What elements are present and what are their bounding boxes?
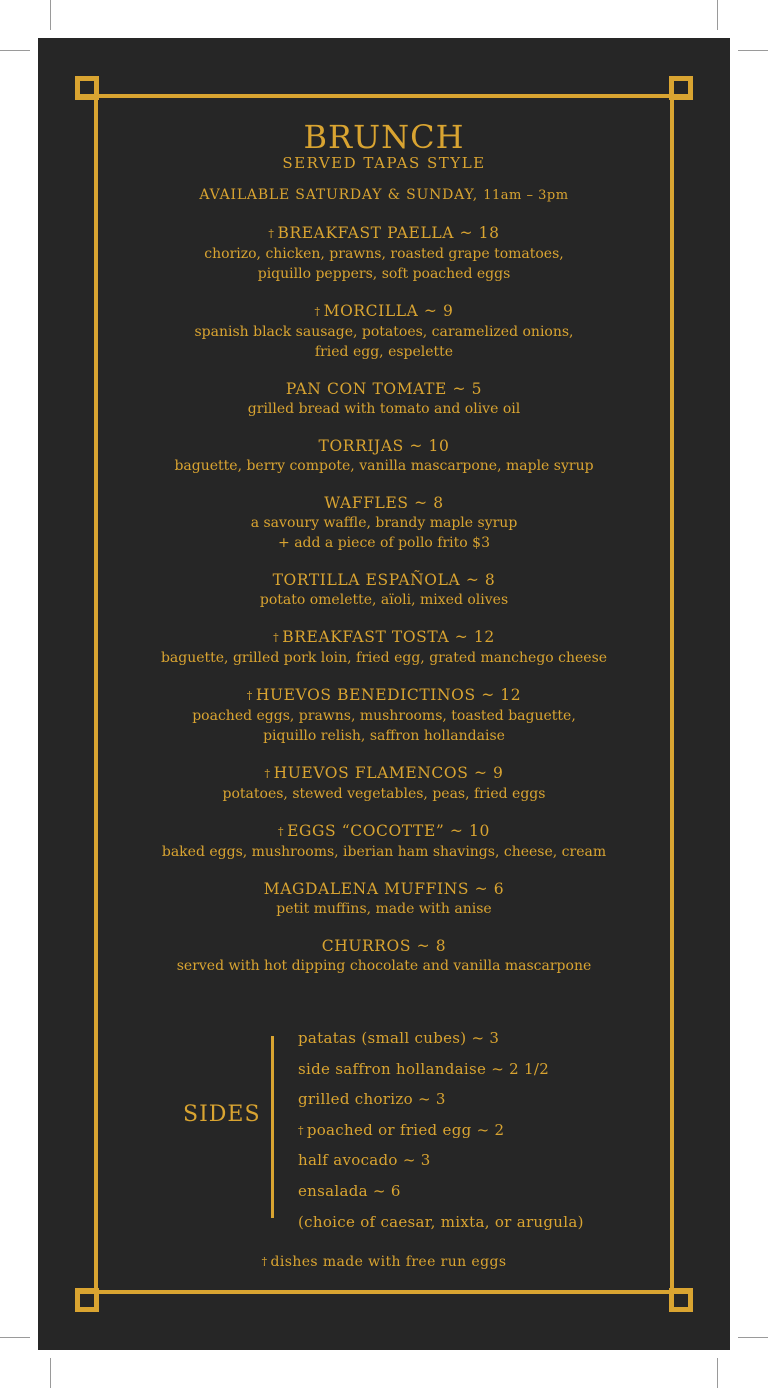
side-item	[298, 1089, 584, 1120]
availability-time: 11am – 3pm	[483, 188, 569, 203]
menu-item-title: CHURROS ~ 8	[321, 937, 447, 955]
menu-items	[100, 223, 668, 976]
menu-content	[100, 120, 668, 993]
side-item-text: patatas (small cubes) ~ 3	[298, 1029, 500, 1047]
menu-item	[100, 570, 668, 610]
availability-days: AVAILABLE SATURDAY & SUNDAY,	[199, 187, 478, 203]
frame-corner-top-left	[75, 76, 99, 100]
menu-subtitle: SERVED TAPAS STYLE	[282, 154, 486, 172]
menu-item-name	[100, 627, 668, 648]
frame-top-line	[75, 94, 693, 98]
dagger-symbol: †	[261, 1255, 268, 1268]
crop-mark-top-left-v	[50, 0, 51, 30]
menu-item	[100, 379, 668, 419]
crop-mark-bottom-right-h	[738, 1337, 768, 1338]
crop-mark-top-right-h	[738, 50, 768, 51]
side-item-text: side saffron hollandaise ~ 2 1/2	[298, 1059, 550, 1078]
menu-item-name	[100, 763, 668, 784]
menu-item-name	[100, 379, 668, 399]
footnote-text: dishes made with free run eggs	[270, 1254, 507, 1270]
menu-item	[100, 223, 668, 284]
dagger-symbol: †	[264, 767, 271, 780]
menu-item-description: baked eggs, mushrooms, iberian ham shavings, cheese, cream	[161, 844, 607, 860]
menu-item	[100, 493, 668, 553]
frame-corner-top-right	[669, 76, 693, 100]
dagger-symbol: †	[246, 689, 253, 702]
sides-divider	[271, 1036, 274, 1218]
side-item-text: half avocado ~ 3	[298, 1151, 431, 1170]
menu-item	[100, 627, 668, 668]
crop-mark-bottom-left-v	[50, 1358, 51, 1388]
menu-item-name	[100, 570, 668, 590]
menu-item-title: BREAKFAST TOSTA ~ 12	[282, 628, 495, 646]
side-item-text: grilled chorizo ~ 3	[298, 1090, 446, 1109]
side-item-text: poached or fried egg ~ 2	[306, 1120, 505, 1139]
menu-item-description: + add a piece of pollo frito $3	[278, 535, 490, 551]
side-item	[298, 1212, 584, 1238]
menu-item	[100, 685, 668, 746]
menu-title: BRUNCH	[303, 118, 465, 156]
menu-item-description: fried egg, espelette	[314, 344, 454, 360]
menu-item-title: TORTILLA ESPAÑOLA ~ 8	[272, 571, 496, 589]
menu-item	[100, 821, 668, 862]
menu-item	[100, 879, 668, 919]
crop-mark-bottom-right-v	[717, 1358, 718, 1388]
menu-item-name	[100, 821, 668, 842]
side-item	[298, 1181, 584, 1212]
menu-item-description: baguette, berry compote, vanilla mascarpone, maple syrup	[174, 458, 594, 474]
menu-item-description: piquillo relish, saffron hollandaise	[263, 728, 505, 744]
crop-mark-bottom-left-h	[0, 1337, 30, 1338]
footnote	[100, 1254, 668, 1270]
side-item-text: (choice of caesar, mixta, or arugula)	[298, 1212, 584, 1231]
menu-item-description: spanish black sausage, potatoes, caramelized onions,	[194, 324, 574, 340]
dagger-symbol: †	[278, 825, 285, 838]
sides-list	[298, 1028, 584, 1238]
side-item	[298, 1028, 584, 1059]
dagger-symbol: †	[314, 305, 321, 318]
menu-item-description: petit muffins, made with anise	[276, 901, 492, 917]
menu-item-title: WAFFLES ~ 8	[324, 494, 444, 512]
menu-item-name	[100, 879, 668, 899]
frame-right-line	[670, 76, 674, 1312]
frame-corner-bottom-right	[669, 1288, 693, 1312]
dagger-symbol: †	[268, 227, 275, 240]
menu-item-description: poached eggs, prawns, mushrooms, toasted baguette,	[192, 708, 576, 724]
menu-item-description: a savoury waffle, brandy maple syrup	[250, 515, 518, 531]
menu-item-name	[100, 685, 668, 706]
menu-item-description: potatoes, stewed vegetables, peas, fried eggs	[222, 786, 546, 802]
menu-item-description: chorizo, chicken, prawns, roasted grape tomatoes,	[204, 246, 564, 262]
menu-item-description: potato omelette, aïoli, mixed olives	[259, 592, 509, 608]
menu-item	[100, 301, 668, 362]
menu-item-title: HUEVOS FLAMENCOS ~ 9	[273, 764, 504, 782]
side-item	[298, 1150, 584, 1181]
menu-item-name	[100, 493, 668, 513]
menu-item-name	[100, 223, 668, 244]
side-item-text: ensalada ~ 6	[298, 1181, 401, 1200]
menu-item-title: MAGDALENA MUFFINS ~ 6	[263, 880, 505, 898]
availability-line	[100, 186, 668, 205]
dagger-symbol: †	[273, 631, 280, 644]
menu-item-title: HUEVOS BENEDICTINOS ~ 12	[255, 686, 522, 704]
frame-left-line	[94, 76, 98, 1312]
menu-item-title: TORRIJAS ~ 10	[318, 437, 450, 455]
frame-bottom-line	[75, 1290, 693, 1294]
side-item	[298, 1120, 584, 1151]
menu-item-name	[100, 936, 668, 956]
dagger-symbol: †	[298, 1123, 304, 1137]
side-item	[298, 1059, 584, 1090]
menu-item-name	[100, 436, 668, 456]
menu-item-title: EGGS “COCOTTE” ~ 10	[287, 822, 490, 840]
menu-item	[100, 936, 668, 976]
menu-item-description: piquillo peppers, soft poached eggs	[257, 266, 511, 282]
menu-item-description: served with hot dipping chocolate and vanilla mascarpone	[176, 958, 592, 974]
menu-item-description: grilled bread with tomato and olive oil	[247, 401, 521, 417]
menu-item	[100, 763, 668, 804]
sides-section	[100, 1024, 668, 1234]
menu-item-title: MORCILLA ~ 9	[323, 302, 454, 320]
menu-item-title: PAN CON TOMATE ~ 5	[285, 380, 483, 398]
menu-item	[100, 436, 668, 476]
sides-label: SIDES	[183, 1102, 261, 1127]
menu-item-description: baguette, grilled pork loin, fried egg, grated manchego cheese	[160, 650, 608, 666]
crop-mark-top-right-v	[717, 0, 718, 30]
menu-item-title: BREAKFAST PAELLA ~ 18	[277, 224, 500, 242]
frame-corner-bottom-left	[75, 1288, 99, 1312]
crop-mark-top-left-h	[0, 50, 30, 51]
menu-item-name	[100, 301, 668, 322]
